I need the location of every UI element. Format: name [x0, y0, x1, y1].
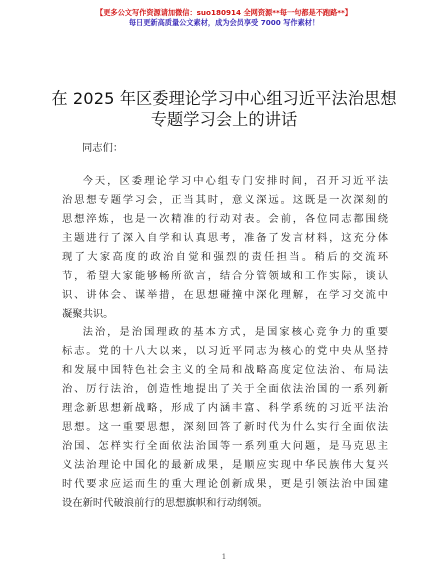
paragraph-1	[62, 172, 388, 324]
paragraph-1-line: 节，希望大家能够畅所欲言，结合分管领域和工作实际，谈认	[62, 270, 388, 282]
paragraph-1-line: 凝聚共识。	[62, 308, 114, 320]
paragraph-1-line: 治思想专题学习会，正当其时，意义深远。这既是一次深刻的	[62, 194, 388, 206]
paragraph-2-line: 法治，是治国理政的基本方式，是国家核心竞争力的重要	[82, 326, 388, 338]
paragraph-2-line: 治、厉行法治，创造性地提出了关于全面依法治国的一系列新	[62, 383, 388, 395]
banner-line-1: 【更多公文写作资源请加微信：suo180914 全网资源**每一句都是不跑路**】	[96, 8, 352, 17]
banner-line-2: 每日更新高质量公文素材，成为会员享受 7000 写作素材！	[128, 18, 320, 27]
paragraph-2-line: 治国、怎样实行全面依法治国等一系列重大问题，是马克思主	[62, 440, 388, 452]
paragraph-2-line: 设在新时代破浪前行的思想旗帜和行动纲领。	[62, 497, 268, 509]
document-title	[40, 88, 408, 130]
promo-banner	[0, 8, 448, 28]
title-line-1: 在 2025 年区委理论学习中心组习近平法治思想	[51, 89, 397, 108]
paragraph-1-line: 主题进行了深入自学和认真思考，准备了发言材料，这充分体	[62, 232, 388, 244]
paragraph-2-line: 思想。这一重要思想，深刻回答了新时代为什么实行全面依法	[62, 421, 388, 433]
paragraph-1-line: 识、讲体会、谋举措，在思想碰撞中深化理解，在学习交流中	[62, 289, 388, 301]
paragraph-2-line: 和发展中国特色社会主义的全局和战略高度定位法治、布局法	[62, 364, 388, 376]
paragraph-2-line: 标志。党的十八大以来，以习近平同志为核心的党中央从坚持	[62, 345, 388, 357]
title-line-2: 专题学习会上的讲话	[150, 110, 298, 129]
paragraph-2-line: 理念新思想新战略，形成了内涵丰富、科学系统的习近平法治	[62, 402, 388, 414]
paragraph-1-line: 今天，区委理论学习中心组专门安排时间，召开习近平法	[82, 175, 388, 187]
paragraph-1-line: 现了大家高度的政治自觉和强烈的责任担当。稍后的交流环	[62, 251, 388, 263]
page-number: 1	[221, 553, 227, 561]
salutation: 同志们：	[82, 142, 124, 154]
paragraph-2-line: 义法治理论中国化的最新成果，是顺应实现中华民族伟大复兴	[62, 459, 388, 471]
paragraph-1-line: 思想淬炼，也是一次精准的行动对表。会前，各位同志都围绕	[62, 213, 388, 225]
paragraph-2-line: 时代要求应运而生的重大理论创新成果，更是引领法治中国建	[62, 478, 388, 490]
paragraph-2	[62, 323, 388, 513]
